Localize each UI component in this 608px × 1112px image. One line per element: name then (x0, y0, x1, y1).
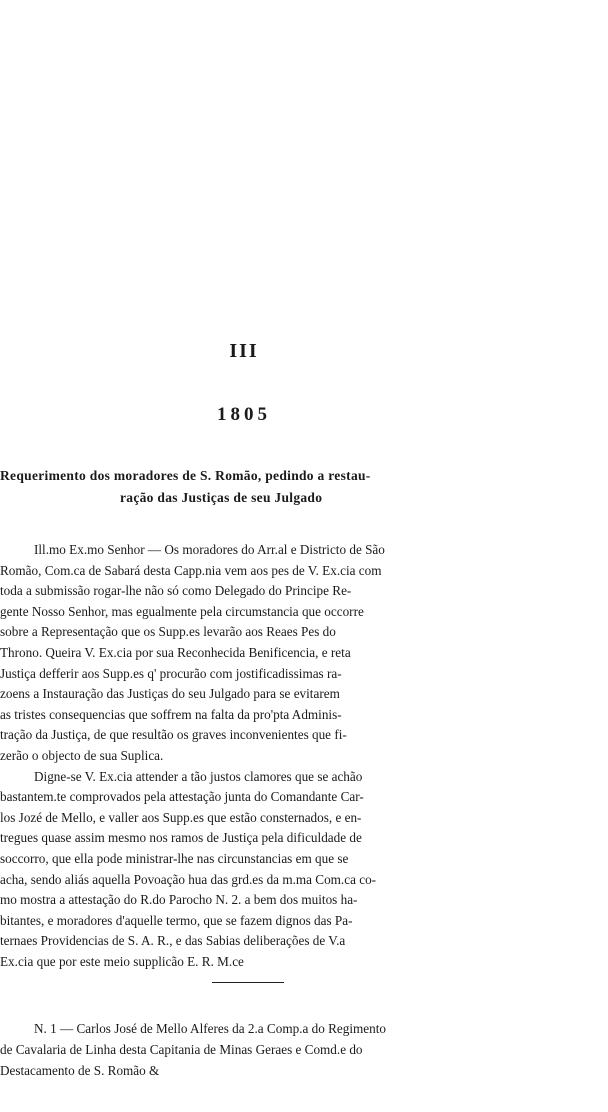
body-line: zerão o objecto de sua Suplica. (0, 747, 164, 763)
body-line: Ex.cia que por este meio supplicão E. R. M.ce (0, 953, 244, 969)
body-line: mo mostra a attestação do R.do Parocho N. 2. a bem dos muitos ha- (0, 892, 358, 908)
body-line: zoens a Instauração das Justiças do seu Julgado para se evitarem (0, 686, 340, 702)
body-line: Ill.mo Ex.mo Senhor — Os moradores do Arr.al e Districto de São (34, 542, 385, 557)
body-line: Throno. Queira V. Ex.cia por sua Reconhecida Benificencia, e reta (0, 644, 351, 660)
body-line: bastantem.te comprovados pela attestação junta do Comandante Car- (0, 789, 364, 805)
body-line: Digne-se V. Ex.cia attender a tão justos clamores que se achão (34, 768, 363, 784)
section-divider (212, 982, 284, 983)
body-line: as tristes consequencias que soffrem na falta da pro'pta Adminis- (0, 706, 342, 722)
document-title (0, 465, 600, 509)
document-body (0, 540, 500, 972)
title-line-1: Requerimento dos moradores de S. Romão, pedindo a restau- (0, 468, 371, 483)
body-line: tração da Justiça, de que resultão os graves inconvenientes que fi- (0, 727, 347, 743)
body-line: Justiça defferir aos Supp.es q' procurão com jostificadissimas ra- (0, 665, 342, 681)
body-line: sobre a Representação que os Supp.es levarão aos Reaes Pes do (0, 624, 336, 640)
body-line: gente Nosso Senhor, mas egualmente pela circumstancia que occorre (0, 603, 364, 619)
footnote-line: N. 1 — Carlos José de Mello Alferes da 2.a Comp.a do Regimento (34, 1021, 386, 1036)
footnote-line: Destacamento de S. Romão & (0, 1063, 160, 1078)
title-line-2: ração das Justiças de seu Julgado (120, 490, 323, 505)
body-line: tregues quase assim mesmo nos ramos de Justiça pela dificuldade de (0, 830, 362, 846)
body-line: soccorro, que ella pode ministrar-lhe nas circunstancias em que se (0, 850, 349, 866)
body-line: los Jozé de Mello, e valler aos Supp.es que estão consternados, e en- (0, 809, 362, 825)
body-line: Romão, Com.ca de Sabará desta Capp.nia vem aos pes de V. Ex.cia com (0, 562, 382, 578)
footnote-line: de Cavalaria de Linha desta Capitania de Minas Geraes e Comd.e do (0, 1042, 363, 1057)
body-line: ternaes Providencias de S. A. R., e das Sabias deliberações de V.a (0, 933, 346, 949)
body-line: bitantes, e moradores d'aquelle termo, que se fazem dignos das Pa- (0, 912, 353, 928)
body-line: acha, sendo aliás aquella Povoação hua das grd.es da m.ma Com.ca co- (0, 871, 377, 887)
section-number: III (229, 340, 259, 362)
body-line: toda a submissão rogar-lhe não só como Delegado do Principe Re- (0, 583, 352, 599)
document-year: 1805 (217, 404, 271, 425)
footnote (0, 1018, 520, 1081)
